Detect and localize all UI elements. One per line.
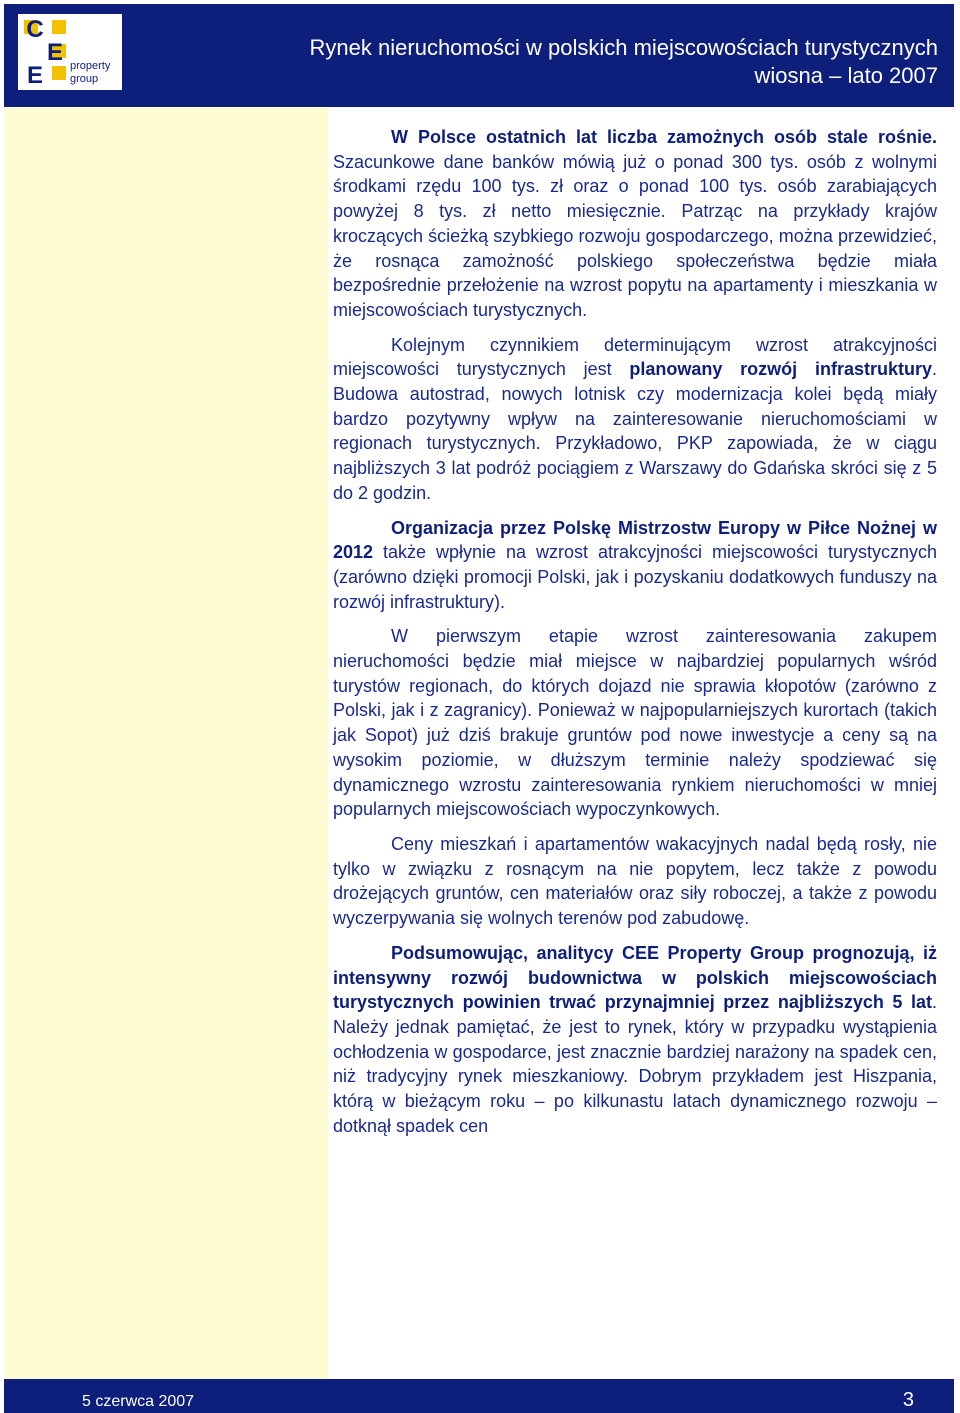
sidebar-panel — [4, 107, 328, 1379]
body-text: Kolejnym czynnikiem determinującym wzrost atrakcyjności miejscowości turystycznych jest — [333, 334, 937, 380]
body-text: Szacunkowe dane banków mówią już o ponad 300 tys. osób z wolnymi środkami rzędu 100 tys. zł oraz o ponad 100 tys. osób zarabiających powyżej 8 tys. zł netto miesięcznie. Patrząc na przykłady krajów kroczących ścieżką szybkiego rozwoju gospodarczego, można przewidzieć, że rosnąca zamożność polskiego społeczeństwa będzie miała bezpośrednie przełożenie na wzrost popytu na apartamenty i mieszkania w miejscowościach turystycznych. — [333, 151, 937, 320]
page-number: 3 — [902, 1389, 914, 1411]
body-text: . Budowa autostrad, nowych lotnisk czy modernizacja kolei będą miały bardzo pozytywny wpływ na zainteresowanie nieruchomościami w regionach turystycznych. Przykładowo, PKP zapowiada, że w ciągu najbliższych 3 lat podróż pociągiem z Warszawy do Gdańska skróci się z 5 do 2 godzin. — [333, 359, 937, 503]
highlight-text: Podsumowując, analitycy CEE Property Group prognozują, iż intensywny rozwój budownictwa w polskich miejscowościach turystycznych powinien trwać przynajmniej przez najbliższych 5 lat — [333, 942, 937, 1013]
logo-letter-c: C — [26, 16, 44, 43]
page-footer — [4, 1379, 954, 1413]
body-text: także wpłynie na wzrost atrakcyjności miejscowości turystycznych (zarówno dzięki promocji Polski, jak i pozyskaniu dodatkowych funduszy na rozwój infrastruktury). — [333, 542, 937, 612]
header-subtitle: wiosna – lato 2007 — [754, 63, 938, 88]
highlight-text: W Polsce ostatnich lat liczba zamożnych osób stale rośnie. — [391, 127, 937, 147]
logo-text-property: property — [70, 60, 111, 72]
body-text: Ceny mieszkań i apartamentów wakacyjnych nadal będą rosły, nie tylko w związku z rosnącym na nie popytem, lecz także z powodu drożejących gruntów, cen materiałów oraz siły roboczej, a także z powodu wyczerpywania się wolnych terenów pod zabudowę. — [333, 833, 937, 929]
body-text: W pierwszym etapie wzrost zainteresowania zakupem nieruchomości będzie miał miejsce w najbardziej popularnych wśród turystów regionach, do których dojazd nie sprawia kłopotów (zarówno z Polski, jak i z zagranicy). Ponieważ w najpopularniejszych kurortach (takich jak Sopot) już dziś brakuje gruntów pod nowe inwestycje a ceny są na wysokim poziomie, w dłuższym terminie należy spodziewać się dynamicznego wzrostu zainteresowania rynkiem nieruchomości w mniej popularnych miejscowościach wypoczynkowych. — [333, 626, 937, 820]
logo-text-group: group — [70, 73, 99, 85]
header-title: Rynek nieruchomości w polskich miejscowościach turystycznych — [309, 35, 938, 60]
logo-square — [52, 66, 66, 80]
highlight-text: Organizacja przez Polskę Mistrzostw Europy w Piłce Nożnej w 2012 — [333, 517, 937, 563]
paragraph-infrastructure — [333, 333, 937, 506]
body-text: . Należy jednak pamiętać, że jest to rynek, który w przypadku wystąpienia ochłodzenia w gospodarce, jest znacznie bardziej narażony na spadek cen, niż tradycyjny rynek mieszkaniowy. Dobrym przykładem jest Hiszpania, którą w bieżącym roku – po kilkunastu latach dynamicznego rozwoju – dotknął spadek cen — [333, 992, 937, 1136]
main-content — [333, 125, 937, 1148]
logo-square — [52, 20, 66, 34]
footer-date: 5 czerwca 2007 — [82, 1393, 195, 1410]
page-header — [4, 4, 954, 107]
highlight-text: planowany rozwój infrastruktury — [629, 359, 932, 380]
paragraph-prices — [333, 832, 937, 931]
logo-letter-e1: E — [46, 39, 63, 66]
paragraph-wealth — [333, 125, 937, 323]
paragraph-first-stage — [333, 624, 937, 822]
paragraph-summary — [333, 941, 937, 1139]
paragraph-euro-2012 — [333, 516, 937, 615]
company-logo — [18, 14, 122, 90]
logo-letter-e2: E — [26, 62, 43, 89]
